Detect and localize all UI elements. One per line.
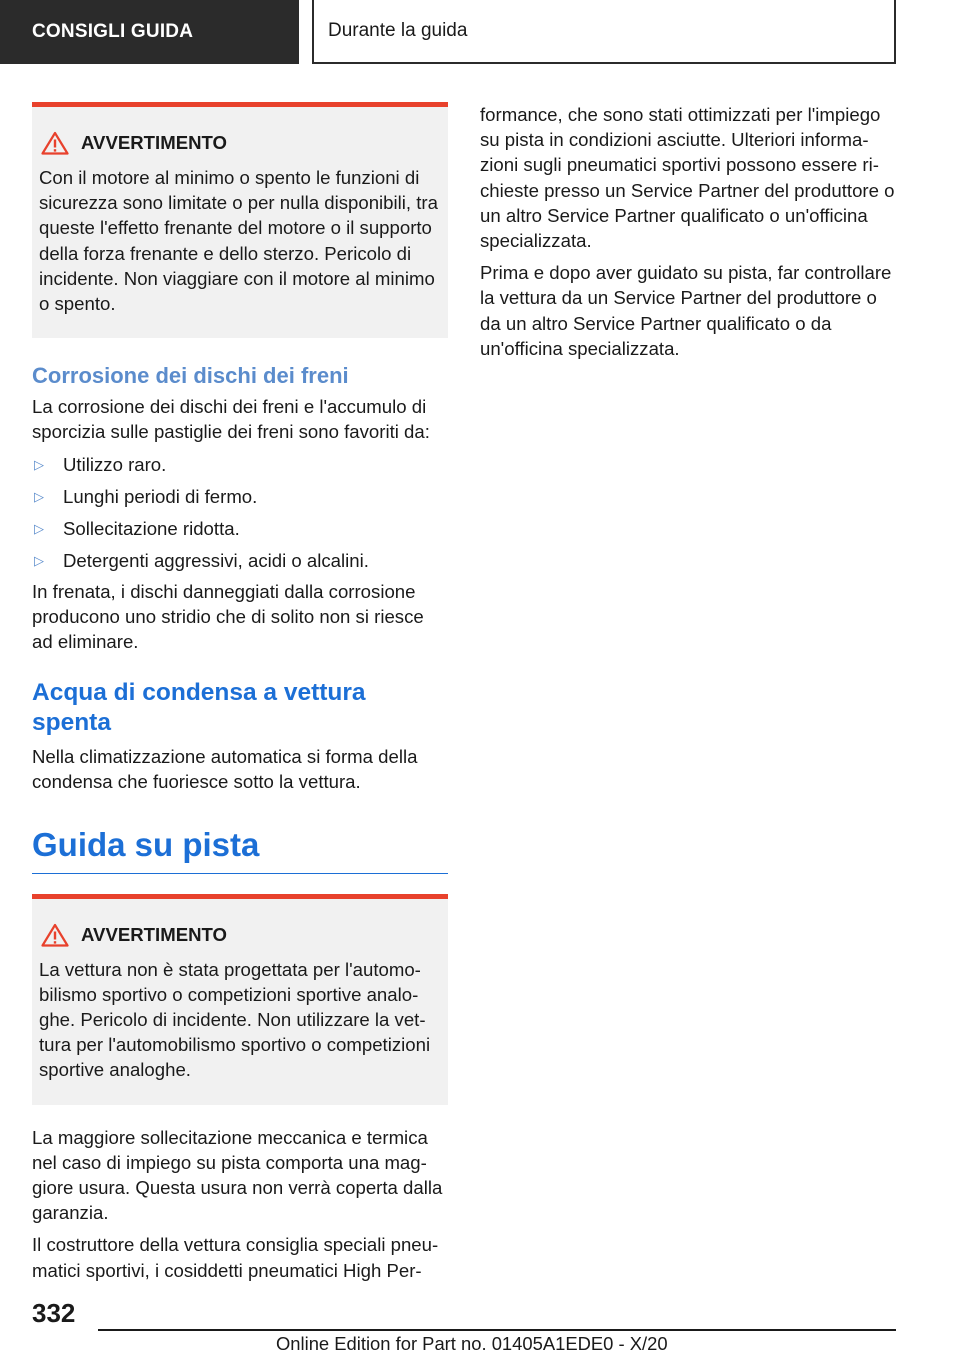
warning-triangle-icon	[41, 131, 69, 155]
warning-title-row	[39, 923, 438, 947]
header-section-tab	[0, 0, 299, 64]
page-number: 332	[32, 1298, 76, 1328]
list-item: ▷ Utilizzo raro.	[32, 452, 448, 477]
list-item: ▷ Detergenti aggressivi, acidi o alcalini.	[32, 548, 448, 573]
header-section-label: CONSIGLI GUIDA	[32, 21, 194, 42]
corrosion-intro: La corrosione dei dischi dei freni e l'accumulo di sporcizia sulle pastiglie dei freni sono favoriti da:	[32, 396, 430, 443]
corrosion-list	[32, 452, 448, 573]
triangle-bullet-icon: ▷	[34, 520, 44, 536]
footer-edition: Online Edition for Part no. 01405A1EDE0 - X/20	[276, 1333, 668, 1354]
triangle-bullet-icon: ▷	[34, 488, 44, 504]
header-chapter-label: Durante la guida	[328, 20, 468, 41]
header-chapter-tab	[312, 0, 896, 64]
warning-triangle-icon	[41, 923, 69, 947]
warning-title-row	[39, 131, 438, 155]
left-column	[32, 102, 448, 1283]
triangle-bullet-icon: ▷	[34, 456, 44, 472]
warning-title: AVVERTIMENTO	[81, 132, 228, 153]
track-paragraph-2: Il costruttore della vettura consiglia speciali pneumatici sportivi, i cosiddetti pneumatici High Per-	[32, 1234, 439, 1281]
heading-brake-corrosion: Corrosione dei dischi dei freni	[32, 363, 349, 389]
warning-title: AVVERTIMENTO	[81, 923, 228, 945]
warning-text: La vettura non è stata progettata per l'automobilismo sportivo o competizioni sportive analoghe. Pericolo di incidente. Non utilizzare la vettura per l'automobilismo sportivo o competizioni sportive analoghe.	[39, 958, 431, 1081]
triangle-bullet-icon: ▷	[34, 552, 44, 568]
warning-box-track	[32, 894, 448, 1105]
track-paragraph-3: formance, che sono stati ottimizzati per l'impiego su pista in condizioni asciutte. Ulteriori informazioni sugli pneumatici sportivi possono essere richieste presso un Service Partner del produttore o un altro Service Partner qualificato o un'officina specializzata.	[480, 104, 895, 252]
track-paragraph-1: La maggiore sollecitazione meccanica e termica nel caso di impiego su pista comporta una maggiore usura. Questa usura non verrà coperta dalla garanzia.	[32, 1126, 443, 1224]
heading-condensation: Acqua di condensa a vettura spenta	[32, 679, 366, 737]
right-column	[480, 102, 896, 361]
list-item: ▷ Sollecitazione ridotta.	[32, 516, 448, 541]
condensation-text: Nella climatizzazione automatica si forma della condensa che fuoriesce sotto la vettura.	[32, 746, 418, 793]
warning-text: Con il motore al minimo o spento le funzioni di sicurezza sono limitate o per nulla disponibili, tra queste l'effetto frenante del motore o il supporto della forza frenante e dello sterzo. Pericolo di incidente. Non viaggiare con il motore al minimo o spento.	[39, 167, 438, 315]
warning-box-engine	[32, 102, 448, 338]
corrosion-outro: In frenata, i dischi danneggiati dalla corrosione producono uno stridio che di solito non si riesce ad eliminare.	[32, 580, 424, 653]
footer-divider	[98, 1329, 896, 1331]
list-item: ▷ Lunghi periodi di fermo.	[32, 484, 448, 509]
track-paragraph-4: Prima e dopo aver guidato su pista, far controllare la vettura da un Service Partner del produttore o da un altro Service Partner qualificato o da un'officina specializzata.	[480, 262, 892, 359]
heading-track-driving: Guida su pista	[32, 825, 448, 874]
